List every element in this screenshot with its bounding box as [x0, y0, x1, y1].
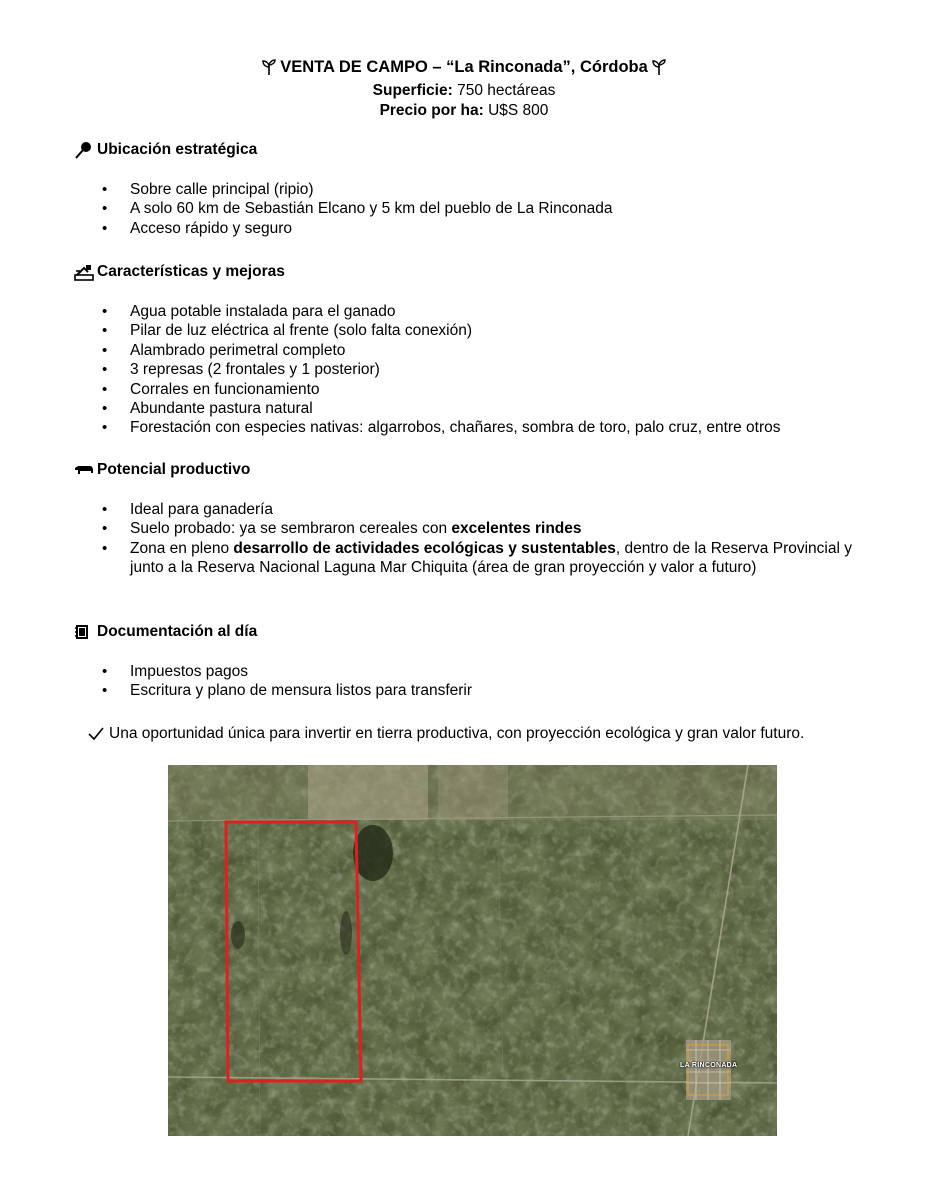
header	[0, 56, 928, 121]
list-item: • Escritura y plano de mensura listos para transferir	[74, 681, 874, 700]
document-title-text: VENTA DE CAMPO – “La Rinconada”, Córdoba	[280, 58, 648, 76]
item-text: Suelo probado: ya se sembraron cereales con	[130, 520, 448, 538]
section-location	[74, 140, 874, 238]
section-title: Potencial productivo	[97, 461, 251, 478]
surface-value: 750 hectáreas	[457, 82, 556, 99]
list-item: • Corrales en funcionamiento	[74, 380, 874, 399]
section-potential	[74, 460, 874, 578]
pushpin-icon	[74, 141, 94, 159]
list-item: • Forestación con especies nativas: algarrobos, chañares, sombra de toro, palo cruz, entre otros	[74, 418, 874, 437]
satellite-map	[168, 765, 777, 1136]
price-value: U$S 800	[488, 102, 549, 119]
document-title	[0, 56, 928, 81]
section-heading	[74, 622, 874, 642]
town-marker	[686, 1040, 731, 1100]
closing-statement	[88, 724, 804, 747]
list-item: • Impuestos pagos	[74, 662, 874, 681]
section-title: Características y mejoras	[97, 263, 285, 280]
section-heading	[74, 140, 874, 160]
item-bold-text: desarrollo de actividades ecológicas y sustentables	[233, 539, 616, 557]
town-label: LA RINCONADA	[680, 1062, 738, 1069]
item-bold-text: excelentes rindes	[451, 520, 582, 538]
list-item: • 3 represas (2 frontales y 1 posterior)	[74, 360, 874, 379]
item-text-rest: , dentro de la Reserva Provincial y junto a la Reserva Nacional Laguna Mar Chiquita (área de gran proyección y valor a futuro)	[130, 539, 852, 577]
list-item: • Alambrado perimetral completo	[74, 341, 874, 360]
list-item	[74, 539, 874, 578]
price-line	[0, 101, 928, 121]
surface-line	[0, 81, 928, 101]
item-text: Zona en pleno	[130, 539, 230, 557]
section-title: Ubicación estratégica	[97, 141, 258, 158]
surface-label: Superficie:	[372, 82, 453, 99]
list-item: • Abundante pastura natural	[74, 399, 874, 418]
price-label: Precio por ha:	[379, 102, 484, 119]
list-item: • Pilar de luz eléctrica al frente (solo falta conexión)	[74, 321, 874, 340]
seedling-icon	[652, 59, 666, 81]
section-heading	[74, 460, 874, 480]
section-heading	[74, 262, 874, 282]
list-item: • Agua potable instalada para el ganado	[74, 302, 874, 321]
section-features	[74, 262, 874, 438]
list-item: • Sobre calle principal (ripio)	[74, 180, 874, 199]
seedling-icon	[262, 59, 276, 81]
check-mark-icon	[88, 727, 104, 747]
cow-icon	[74, 461, 94, 479]
list-item: • Acceso rápido y seguro	[74, 219, 874, 238]
list-item: • A solo 60 km de Sebastián Elcano y 5 km del pueblo de La Rinconada	[74, 199, 874, 218]
list-item	[74, 519, 874, 538]
section-documentation	[74, 622, 874, 701]
list-item: • Ideal para ganadería	[74, 500, 874, 519]
section-title: Documentación al día	[97, 623, 258, 640]
notebook-icon	[74, 623, 94, 641]
closing-text: Una oportunidad única para invertir en tierra productiva, con proyección ecológica y gran valor futuro.	[109, 725, 805, 742]
construction-icon	[74, 263, 94, 281]
